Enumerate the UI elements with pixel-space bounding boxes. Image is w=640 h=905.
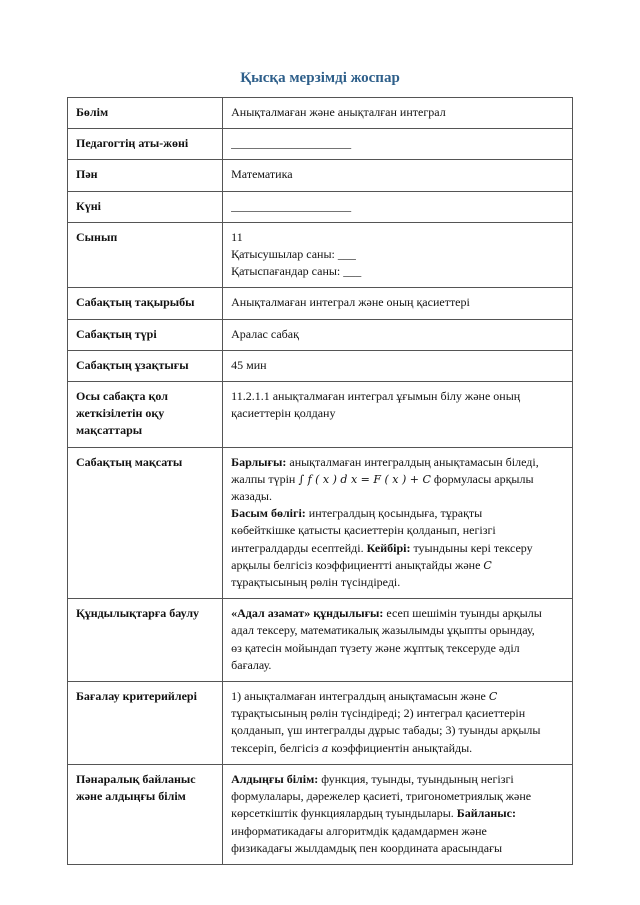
label-section: Бөлім — [68, 98, 223, 129]
objectives-label-line: Осы сабақта қол — [76, 389, 168, 404]
values-text: есеп шешімін туынды арқылы — [383, 606, 542, 621]
goal-all-text: формуласы арқылы жазады. — [231, 471, 534, 504]
row-subject — [68, 160, 573, 191]
goal-all-text: анықталмаған интегралдың анықтамасын біледі, — [286, 454, 539, 469]
values-heading: «Адал азамат» құндылығы: — [231, 606, 384, 621]
row-section — [68, 98, 573, 129]
label-date: Күні — [68, 191, 223, 222]
coefficient-a: a — [321, 741, 329, 755]
integral-formula: ∫ f ( x ) d x = F ( x ) + C — [298, 472, 431, 486]
criteria-text: 1) анықталмаған интегралдың анықтамасын және — [231, 689, 489, 704]
prior-knowledge-heading: Алдыңғы білім: — [231, 771, 319, 786]
label-class: Сынып — [68, 222, 223, 288]
class-present: Қатысушылар саны: ___ — [231, 247, 356, 262]
label-criteria: Бағалау критерийлері — [68, 682, 223, 765]
goal-most-text: көбейткішке қатысты қасиеттерін қолданып, негізгі — [231, 523, 496, 538]
links-heading: Байланыс: — [456, 806, 516, 821]
row-date — [68, 191, 573, 222]
links-label-line: Пәнаралық байланыс — [76, 771, 196, 786]
lesson-plan-table — [67, 97, 573, 865]
label-values: Құндылықтарға баулу — [68, 599, 223, 682]
constant-c: C — [488, 690, 498, 704]
row-criteria — [68, 682, 573, 765]
row-duration — [68, 350, 573, 381]
label-objectives — [68, 382, 223, 448]
goal-most-text: интегралдың қосындыға, тұрақты — [305, 506, 483, 521]
links-text: көрсеткіштік функциялардың туындылары. — [231, 806, 457, 821]
values-text: өз қатесін мойындап түзету және жұптық тексеруде әділ — [231, 640, 520, 655]
row-goal — [68, 447, 573, 599]
criteria-text: қолданып, үш интегралды дұрыс табады; 3) туынды арқылы — [231, 723, 541, 738]
label-duration: Сабақтың ұзақтығы — [68, 350, 223, 381]
objectives-line: қасиеттерін қолдану — [231, 406, 336, 421]
value-goal — [223, 447, 573, 599]
row-teacher — [68, 129, 573, 160]
row-objectives — [68, 382, 573, 448]
value-topic: Анықталмаған интеграл және оның қасиеттері — [223, 288, 573, 319]
goal-most-heading: Басым бөлігі: — [231, 506, 306, 521]
goal-all-heading: Барлығы: — [231, 454, 287, 469]
links-text: формулалары, дәрежелер қасиеті, тригонометриялық және — [231, 789, 532, 804]
goal-some-heading: Кейбірі: — [366, 540, 411, 555]
value-section: Анықталмаған және анықталған интеграл — [223, 98, 573, 129]
value-subject: Математика — [223, 160, 573, 191]
label-goal: Сабақтың мақсаты — [68, 447, 223, 599]
value-objectives — [223, 382, 573, 448]
goal-most-text: интегралдарды есептейді. — [231, 540, 367, 555]
values-text: бағалау. — [231, 657, 272, 672]
criteria-text: тексеріп, белгісіз — [231, 740, 322, 755]
goal-all-text: жалпы түрін — [231, 471, 299, 486]
constant-c: C — [483, 558, 492, 572]
row-class — [68, 222, 573, 288]
links-text: физикадағы жылдамдық пен координата арасындағы — [231, 840, 503, 855]
label-topic: Сабақтың тақырыбы — [68, 288, 223, 319]
value-date: ____________________ — [223, 191, 573, 222]
class-absent: Қатыспағандар саны: ___ — [231, 264, 362, 279]
label-teacher: Педагогтің аты-жөні — [68, 129, 223, 160]
label-subject: Пән — [68, 160, 223, 191]
links-text: информатикадағы алгоритмдік қадамдармен және — [231, 823, 487, 838]
values-text: адал тексеру, математикалық жазылымды ұқыпты орындау, — [231, 623, 535, 638]
value-criteria — [223, 682, 573, 765]
page-title: Қысқа мерзімді жоспар — [240, 70, 400, 86]
value-duration: 45 мин — [223, 350, 573, 381]
objectives-line: 11.2.1.1 анықталмаған интеграл ұғымын білу және оның — [231, 389, 521, 404]
class-grade: 11 — [231, 229, 243, 244]
criteria-text: тұрақтысының рөлін түсіндіреді; 2) интеграл қасиеттерін — [231, 706, 526, 721]
value-teacher: ____________________ — [223, 129, 573, 160]
value-class — [223, 222, 573, 288]
objectives-label-line: жеткізілетін оқу — [76, 406, 165, 421]
value-type: Аралас сабақ — [223, 319, 573, 350]
links-text: функция, туынды, туындының негізгі — [318, 771, 514, 786]
value-links — [223, 764, 573, 864]
links-label-line: және алдыңғы білім — [76, 789, 186, 804]
goal-some-text: тұрақтысының рөлін түсіндіреді. — [231, 575, 401, 590]
objectives-label-line: мақсаттары — [76, 423, 143, 438]
row-links — [68, 764, 573, 864]
criteria-text: коэффициентін анықтайды. — [328, 740, 473, 755]
label-type: Сабақтың түрі — [68, 319, 223, 350]
value-values — [223, 599, 573, 682]
goal-some-text: арқылы белгісіз коэффициентті анықтайды және — [231, 557, 484, 572]
goal-some-text: туындыны кері тексеру — [410, 540, 533, 555]
row-type — [68, 319, 573, 350]
label-links — [68, 764, 223, 864]
row-topic — [68, 288, 573, 319]
row-values — [68, 599, 573, 682]
